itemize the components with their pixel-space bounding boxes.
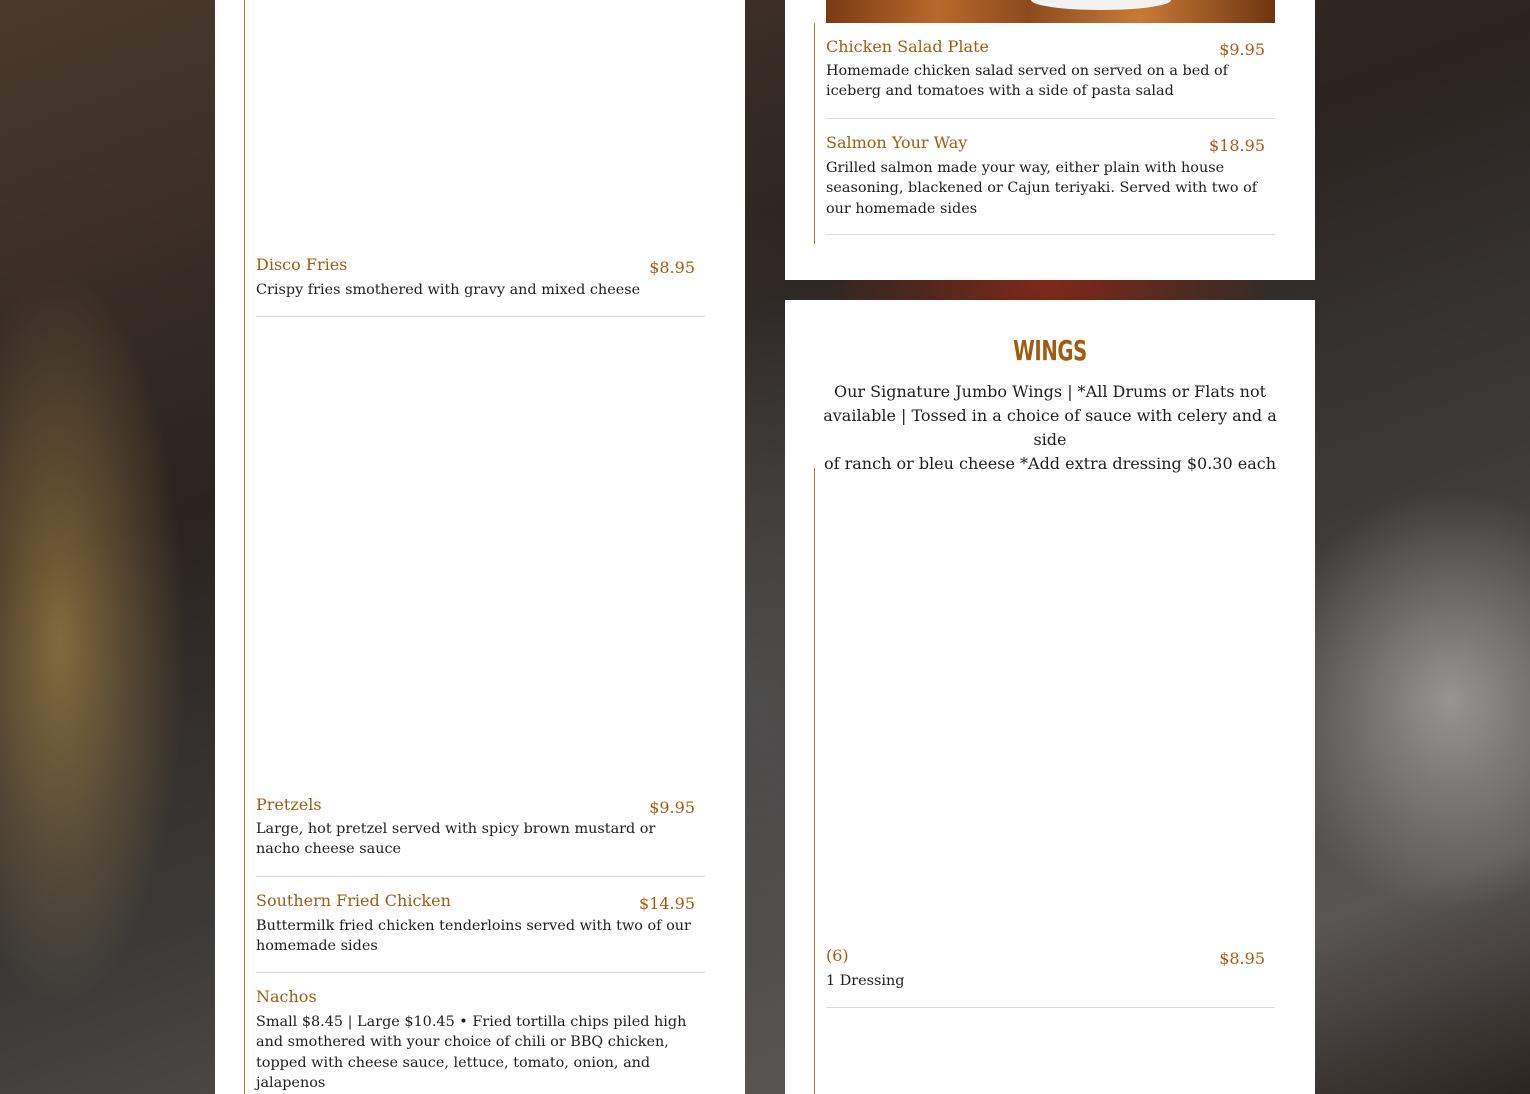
plate-image	[1031, 0, 1171, 10]
menu-item-name: Chicken Salad Plate	[826, 37, 989, 56]
menu-item-description: Grilled salmon made your way, either plain with house seasoning, blackened or Cajun teriyaki. Served with two of our homemade sides	[826, 160, 1258, 217]
item-divider	[256, 876, 705, 877]
food-photo	[826, 0, 1275, 23]
menu-item-price: $8.95	[649, 258, 695, 277]
menu-item-price: $8.95	[1219, 949, 1265, 968]
section-description: Our Signature Jumbo Wings | *All Drums or Flats not available | Tossed in a choice of sauce with celery and a side of ranch or bleu cheese *Add extra dressing $0.30 each	[823, 382, 1277, 473]
menu-item-description: 1 Dressing	[826, 973, 905, 989]
menu-item-price: $14.95	[639, 894, 695, 913]
menu-item-description: Small $8.45 | Large $10.45 • Fried tortilla chips piled high and smothered with your choice of chili or BBQ chicken, topped with cheese sauce, lettuce, tomato, onion, and jalapenos	[256, 1014, 687, 1091]
menu-panel-wings	[785, 300, 1315, 1094]
menu-item-price: $9.95	[649, 798, 695, 817]
menu-item-name: Southern Fried Chicken	[256, 891, 451, 910]
menu-item-name: Pretzels	[256, 795, 322, 814]
menu-item-name: Salmon Your Way	[826, 133, 968, 152]
menu-item-price: $9.95	[1219, 40, 1265, 59]
menu-item-price: $18.95	[1209, 136, 1265, 155]
section-title: WINGS	[1013, 334, 1087, 367]
item-divider	[826, 234, 1275, 235]
menu-panel-left	[215, 0, 745, 1094]
menu-item-name: Disco Fries	[256, 255, 348, 274]
column-divider-line	[814, 23, 815, 244]
menu-item-description: Large, hot pretzel served with spicy brown mustard or nacho cheese sauce	[256, 821, 656, 858]
menu-item-name: (6)	[826, 946, 849, 965]
column-divider-line	[814, 468, 815, 1094]
menu-item-description: Crispy fries smothered with gravy and mixed cheese	[256, 282, 641, 298]
item-divider	[256, 316, 705, 317]
item-divider	[826, 118, 1275, 119]
column-divider-line	[244, 0, 245, 1094]
menu-item-description: Homemade chicken salad served on served on a bed of iceberg and tomatoes with a side of pasta salad	[826, 63, 1229, 100]
item-divider	[256, 972, 705, 973]
item-divider	[826, 1007, 1275, 1008]
menu-item-name: Nachos	[256, 987, 317, 1006]
menu-item-description: Buttermilk fried chicken tenderloins served with two of our homemade sides	[256, 918, 691, 955]
menu-panel-right-top	[785, 0, 1315, 280]
